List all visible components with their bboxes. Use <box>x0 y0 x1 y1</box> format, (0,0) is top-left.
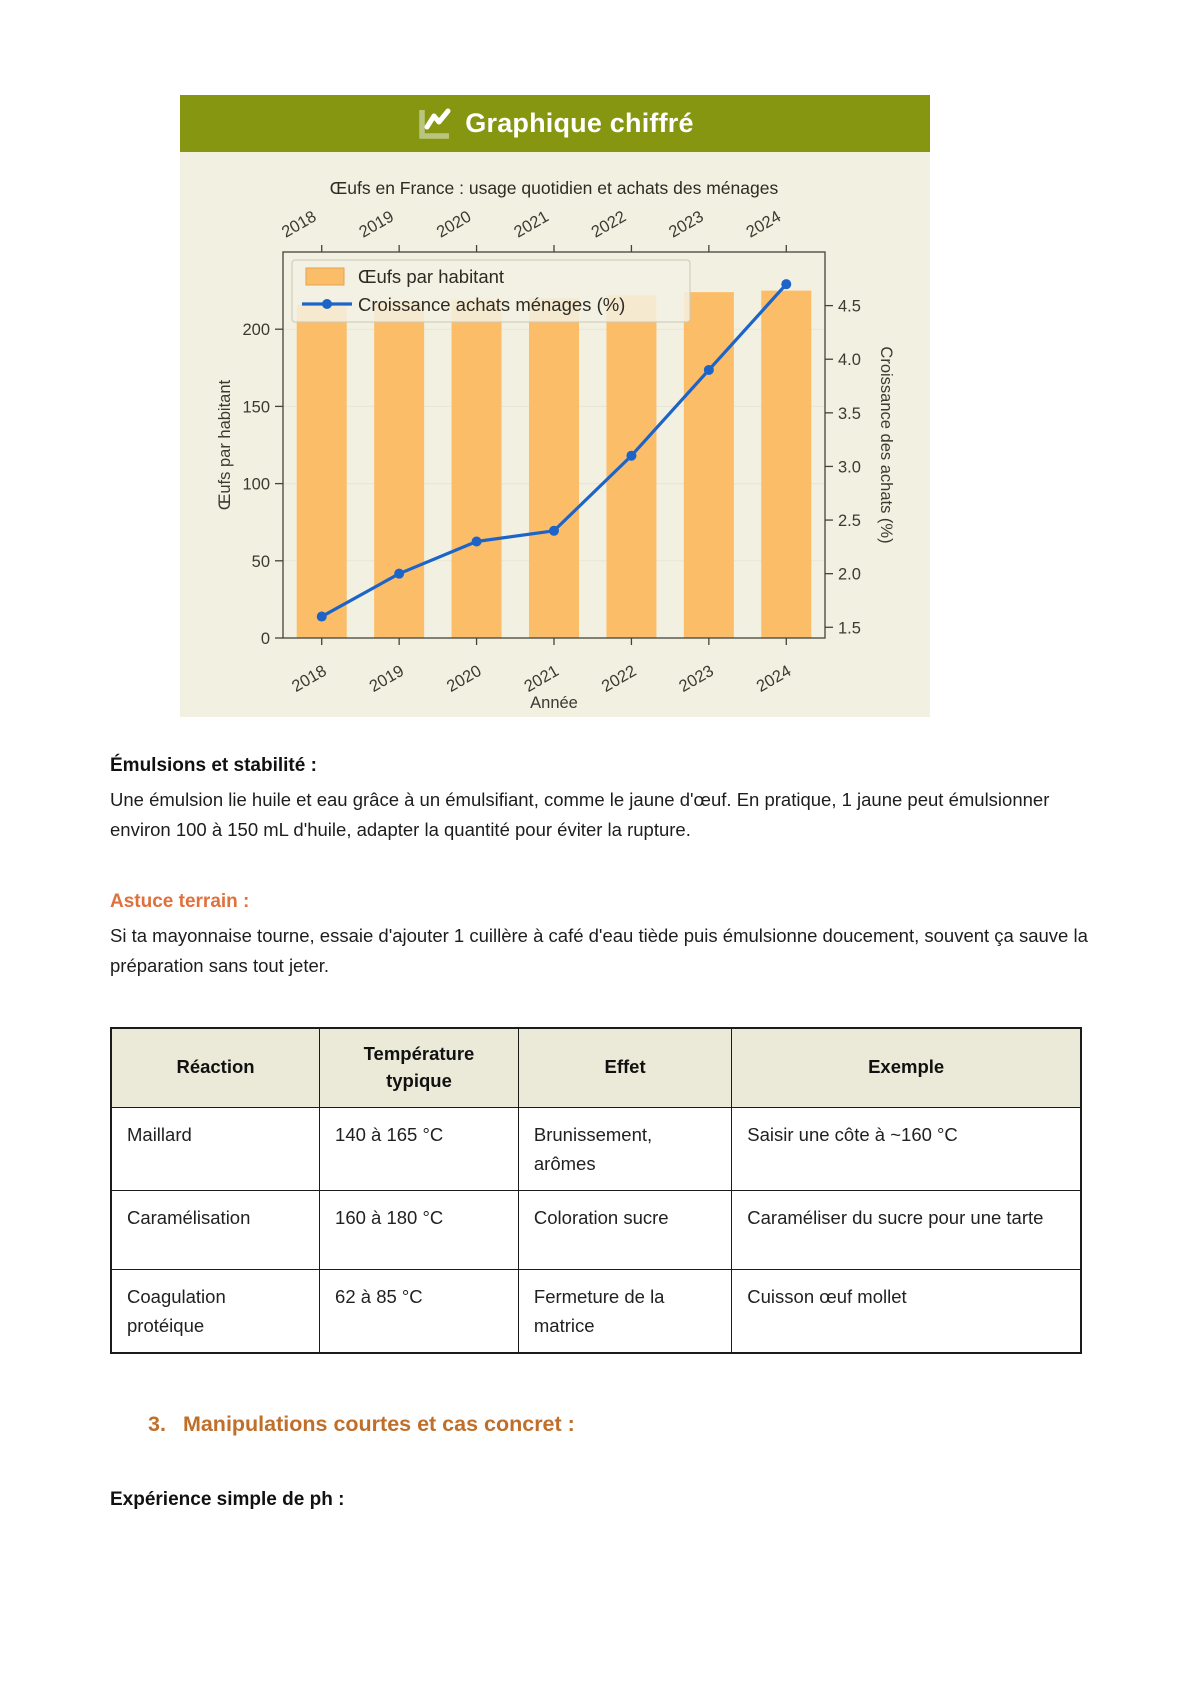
svg-text:2024: 2024 <box>743 207 785 242</box>
table-cell: Cuisson œuf mollet <box>732 1269 1081 1353</box>
chart-card <box>180 95 930 717</box>
svg-text:Croissance achats ménages (%): Croissance achats ménages (%) <box>358 294 626 315</box>
chart-legend <box>292 260 690 322</box>
svg-text:3.5: 3.5 <box>838 404 861 423</box>
svg-text:2018: 2018 <box>288 661 330 696</box>
svg-text:2023: 2023 <box>676 661 717 696</box>
svg-text:4.5: 4.5 <box>838 297 861 316</box>
svg-text:2022: 2022 <box>588 207 630 242</box>
section-3-title: Manipulations courtes et cas concret : <box>182 1412 575 1437</box>
table-header-cell: Exemple <box>732 1028 1081 1107</box>
table-row <box>111 1269 1081 1353</box>
astuce-paragraph: Si ta mayonnaise tourne, essaie d'ajouter 1 cuillère à café d'eau tiède puis émulsionne doucement, souvent ça sauve la préparation sans tout jeter. <box>110 924 1088 976</box>
section-3-number: 3. <box>148 1412 166 1437</box>
svg-text:2019: 2019 <box>366 661 408 696</box>
page-content <box>0 755 1200 1511</box>
line-chart-icon <box>416 107 452 141</box>
table-cell: 160 à 180 °C <box>320 1190 519 1269</box>
reactions-table <box>110 1027 1082 1355</box>
svg-text:200: 200 <box>242 321 270 340</box>
table-cell: Fermeture de la matrice <box>518 1269 731 1353</box>
svg-text:2018: 2018 <box>278 207 320 242</box>
table-cell: Saisir une côte à ~160 °C <box>732 1107 1081 1190</box>
svg-text:100: 100 <box>242 475 270 494</box>
section-3-heading <box>148 1412 1090 1437</box>
svg-text:Œufs par habitant: Œufs par habitant <box>358 266 505 287</box>
svg-text:2.0: 2.0 <box>838 565 861 584</box>
svg-text:Œufs en France : usage quotidi: Œufs en France : usage quotidien et achats des ménages <box>329 178 779 198</box>
table-cell: Coloration sucre <box>518 1190 731 1269</box>
table-header-cell: Température typique <box>320 1028 519 1107</box>
table-header-cell: Effet <box>518 1028 731 1107</box>
table-cell: Caramélisation <box>111 1190 320 1269</box>
table-header-cell: Réaction <box>111 1028 320 1107</box>
svg-text:4.0: 4.0 <box>838 351 861 370</box>
table-row <box>111 1107 1081 1190</box>
chart-card-title: Graphique chiffré <box>465 108 694 138</box>
svg-text:2021: 2021 <box>511 207 552 242</box>
table-cell: Maillard <box>111 1107 320 1190</box>
astuce-heading: Astuce terrain : <box>110 890 250 912</box>
svg-text:50: 50 <box>251 552 270 571</box>
table-cell: Brunissement, arômes <box>518 1107 731 1190</box>
chart-title <box>330 178 779 198</box>
svg-text:2022: 2022 <box>598 661 640 696</box>
svg-text:Croissance des achats (%): Croissance des achats (%) <box>877 346 895 544</box>
experience-heading: Expérience simple de ph : <box>110 1489 345 1511</box>
svg-text:1.5: 1.5 <box>838 619 861 638</box>
svg-text:2023: 2023 <box>665 207 707 242</box>
svg-text:3.0: 3.0 <box>838 458 861 477</box>
svg-text:2020: 2020 <box>443 661 485 696</box>
svg-text:2021: 2021 <box>521 661 562 696</box>
chart-card-header <box>180 95 930 152</box>
table-cell: 140 à 165 °C <box>320 1107 519 1190</box>
svg-text:Année: Année <box>530 694 578 712</box>
svg-text:150: 150 <box>242 398 270 417</box>
chart-panel <box>180 152 930 717</box>
table-cell: Caraméliser du sucre pour une tarte <box>732 1190 1081 1269</box>
svg-text:2024: 2024 <box>753 661 795 696</box>
emulsions-paragraph: Une émulsion lie huile et eau grâce à un émulsifiant, comme le jaune d'œuf. En pratique, 1 jaune peut émulsionner environ 100 à 150 mL d'huile, adapter la quantité pour éviter la rupture. <box>110 789 1050 840</box>
emulsions-heading: Émulsions et stabilité : <box>110 755 317 776</box>
svg-text:2019: 2019 <box>356 207 397 242</box>
svg-text:2.5: 2.5 <box>838 512 861 531</box>
svg-text:0: 0 <box>260 630 270 648</box>
table-cell: Coagulation protéique <box>111 1269 320 1353</box>
table-row <box>111 1190 1081 1269</box>
chart-svg <box>180 152 930 717</box>
table-cell: 62 à 85 °C <box>320 1269 519 1353</box>
svg-text:Œufs par habitant: Œufs par habitant <box>216 379 234 511</box>
svg-text:2020: 2020 <box>433 207 475 242</box>
